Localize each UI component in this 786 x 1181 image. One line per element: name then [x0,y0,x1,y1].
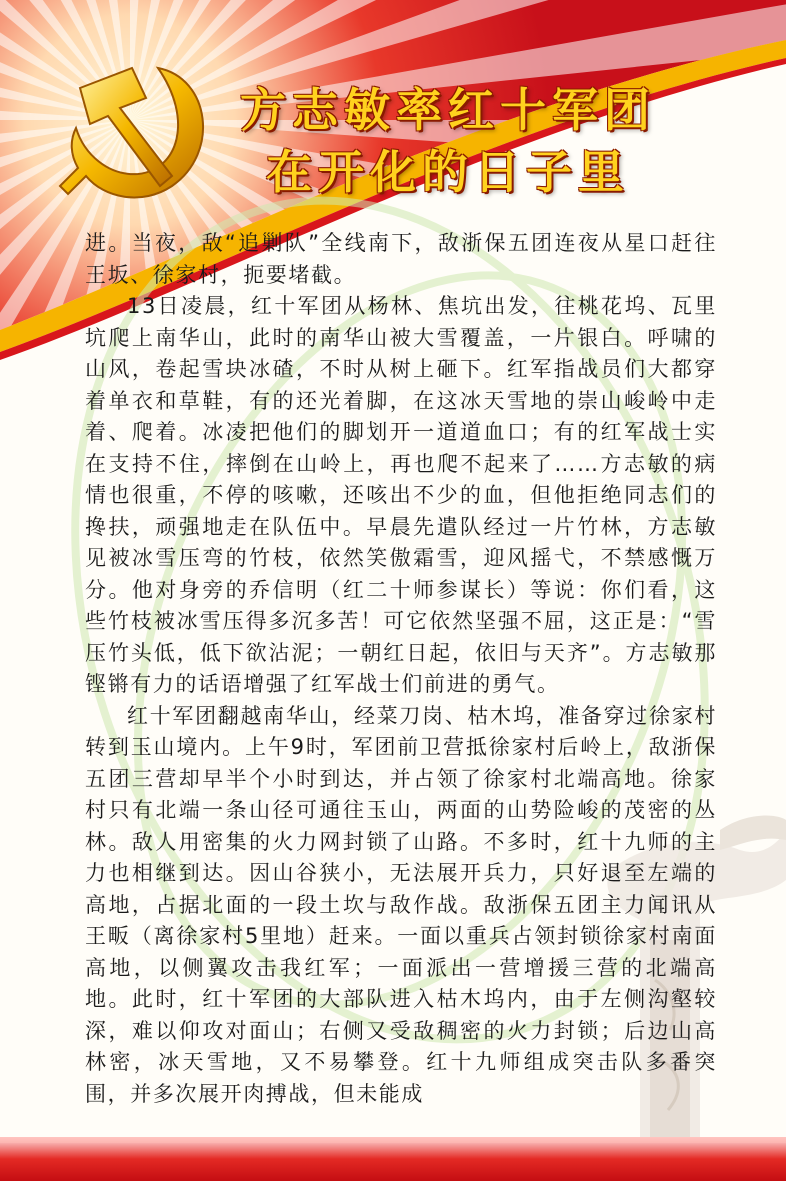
title-line-2: 在开化的日子里 [266,145,630,199]
title-line-1: 方志敏率红十军团 [240,83,656,137]
paragraph-1: 进。当夜，敌“追剿队”全线南下，敌浙保五团连夜从星口赶往王坂、徐家村，扼要堵截。 [85,231,717,287]
bottom-band [0,1137,786,1181]
paragraph-3: 红十军团翻越南华山，经菜刀岗、枯木坞，准备穿过徐家村转到玉山境内。上午9时，军团前卫营抵徐家村后岭上，敌浙保五团三营却早半个小时到达，并占领了徐家村北端高地。徐家村只有北端一条山径可通往玉山，两面的山势险峻的茂密的丛林。敌人用密集的火力网封锁了山路。不多时，红十九师的主力也相继到达。因山谷狭小，无法展开兵力，只好退至左端的高地，占据北面的一段土坎与敌作战。敌浙保五团主力闻讯从王畈（离徐家村5里地）赶来。一面以重兵占领封锁徐家村南面高地，以侧翼攻击我红军；一面派出一营增援三营的北端高地。此时，红十军团的大部队进入枯木坞内，由于左侧沟壑较深，难以仰攻对面山；右侧又受敌稠密的火力封锁；后边山高林密，冰天雪地，又不易攀登。红十九师组成突击队多番突围，并多次展开肉搏战，但未能成 [85,703,717,1106]
article-body [85,228,717,1106]
paragraph-2: 13日凌晨，红十军团从杨林、焦坑出发，往桃花坞、瓦里坑爬上南华山，此时的南华山被大雪覆盖，一片银白。呼啸的山风，卷起雪块冰碴，不时从树上砸下。红军指战员们大都穿着单衣和草鞋，有的还光着脚，在这冰天雪地的崇山峻岭中走着、爬着。冰凌把他们的脚划开一道道血口；有的红军战士实在支持不住，摔倒在山岭上，再也爬不起来了……方志敏的病情也很重，不停的咳嗽，还咳出不少的血，但他拒绝同志们的搀扶，顽强地走在队伍中。早晨先遣队经过一片竹林，方志敏见被冰雪压弯的竹枝，依然笑傲霜雪，迎风摇弋，不禁感慨万分。他对身旁的乔信明（红二十师参谋长）等说：你们看，这些竹枝被冰雪压得多沉多苦！可它依然坚强不屈，这正是：“雪压竹头低，低下欲沾泥；一朝红日起，依旧与天齐”。方志敏那铿锵有力的话语增强了红军战士们前进的勇气。 [85,294,717,696]
